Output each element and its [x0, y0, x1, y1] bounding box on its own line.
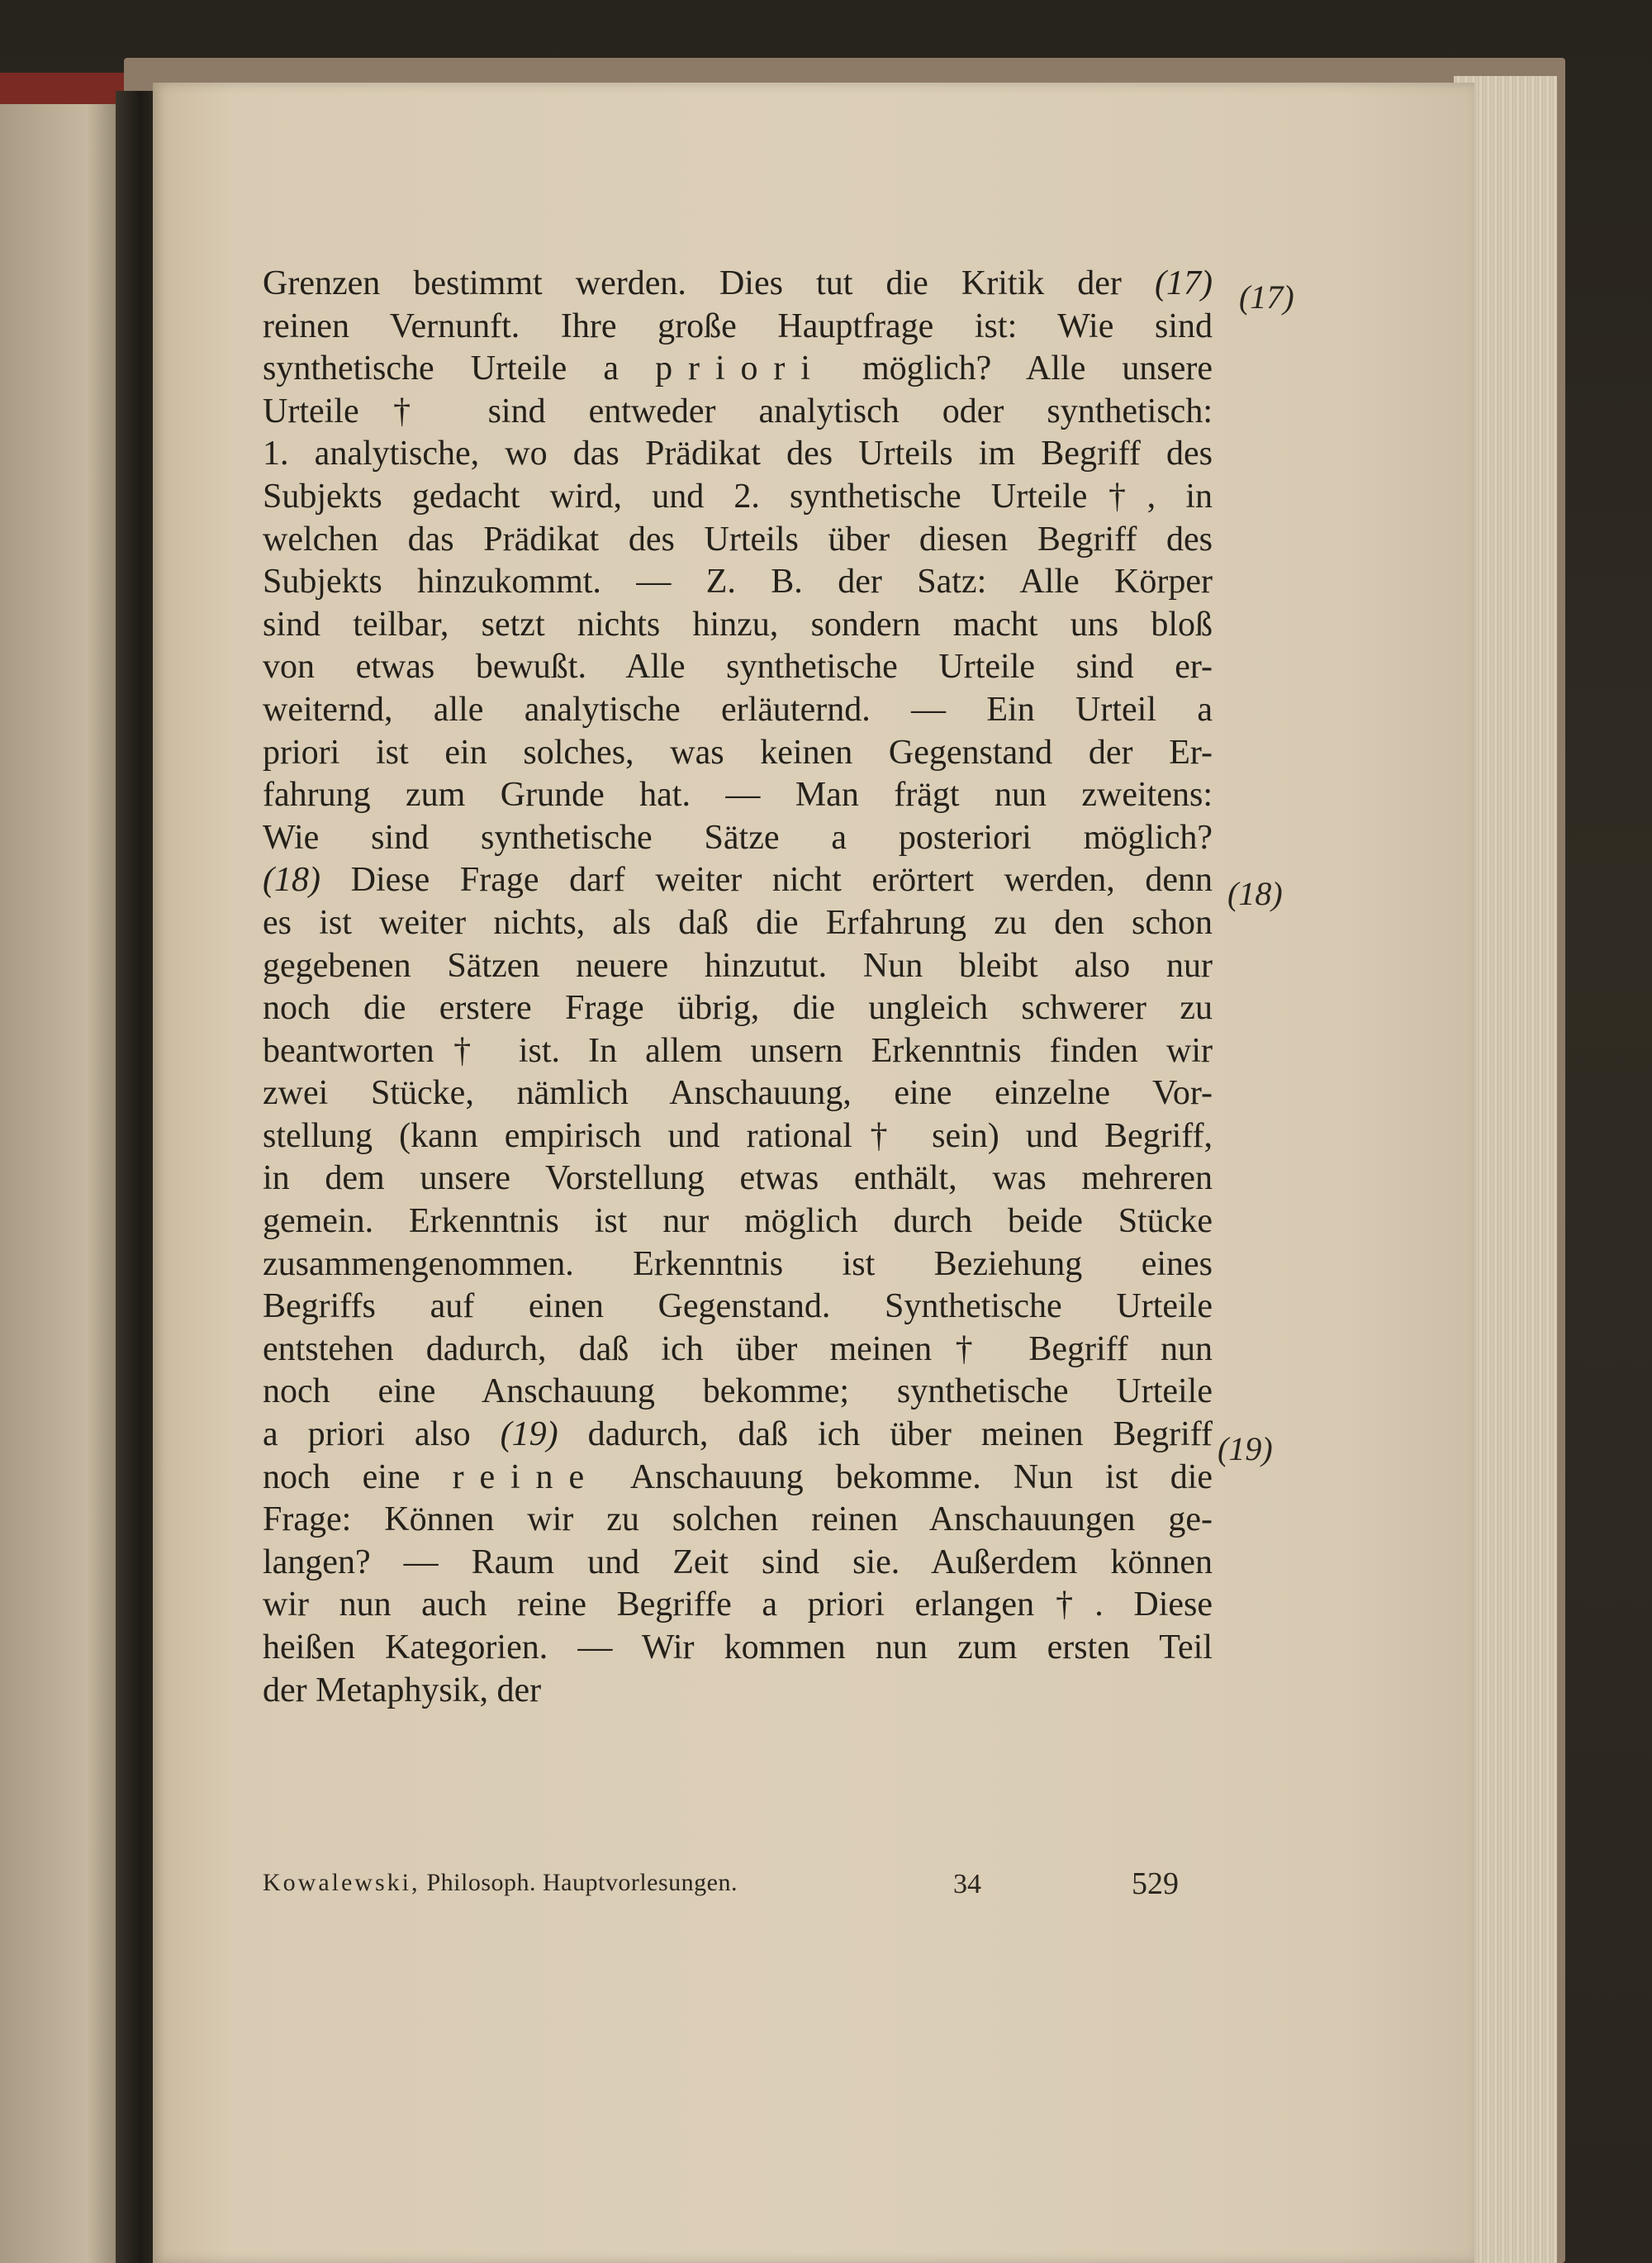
text-line: zwei Stücke, nämlich Anschauung, eine einzelne Vor- — [263, 1074, 1213, 1113]
page-number: 529 — [1132, 1866, 1179, 1901]
text-line: wir nun auch reine Begriffe a priori erlangen†. Diese — [263, 1586, 1213, 1624]
footer-source-line — [263, 1869, 738, 1897]
text-line: sind teilbar, setzt nichts hinzu, sondern macht uns bloß — [263, 605, 1213, 644]
emphasized-word: reine — [452, 1457, 601, 1496]
text-line: (18) Diese Frage darf weiter nicht erörtert werden, denn — [263, 861, 1213, 900]
text-line: von etwas bewußt. Alle synthetische Urteile sind er- — [263, 648, 1213, 687]
signature-mark: 34 — [953, 1869, 981, 1899]
text-line: reinen Vernunft. Ihre große Hauptfrage ist: Wie sind — [263, 307, 1213, 345]
text-line: beantworten† ist. In allem unsern Erkenntnis finden wir — [263, 1031, 1213, 1070]
text-line: welchen das Prädikat des Urteils über diesen Begriff des — [263, 520, 1213, 559]
text-line: langen? — Raum und Zeit sind sie. Außerdem können — [263, 1543, 1213, 1581]
text-line: Grenzen bestimmt werden. Dies tut die Kritik der (17) — [263, 264, 1213, 302]
facing-page — [0, 91, 124, 2263]
text-line: Wie sind synthetische Sätze a posteriori möglich? — [263, 818, 1213, 857]
emphasized-word: priori — [655, 349, 826, 388]
text-line: noch eine reine Anschauung bekomme. Nun ist die — [263, 1457, 1213, 1496]
inline-marker: (17) — [1155, 264, 1213, 302]
text-line: weiternd, alle analytische erläuternd. — Ein Urteil a — [263, 690, 1213, 729]
text-line: heißen Kategorien. — Wir kommen nun zum ersten Teil — [263, 1628, 1213, 1666]
text-line: stellung (kann empirisch und rational† sein) und Begriff, — [263, 1116, 1213, 1155]
text-line: gemein. Erkenntnis ist nur möglich durch beide Stücke — [263, 1202, 1213, 1241]
inline-marker: (19) — [500, 1415, 558, 1454]
text-line: Begriffs auf einen Gegenstand. Synthetische Urteile — [263, 1287, 1213, 1326]
text-line: noch die erstere Frage übrig, die ungleich schwerer zu — [263, 989, 1213, 1028]
text-line: gegebenen Sätzen neuere hinzutut. Nun bleibt also nur — [263, 946, 1213, 985]
text-line: noch eine Anschauung bekomme; synthetische Urteile — [263, 1372, 1213, 1411]
text-line: Subjekts hinzukommt. — Z. B. der Satz: Alle Körper — [263, 563, 1213, 601]
text-line: Frage: Können wir zu solchen reinen Anschauungen ge- — [263, 1500, 1213, 1539]
text-line: synthetische Urteile a priori möglich? Alle unsere — [263, 349, 1213, 388]
margin-note-18: (18) — [1227, 875, 1283, 912]
inline-marker: (18) — [263, 861, 320, 900]
text-line: 1. analytische, wo das Prädikat des Urteils im Begriff des — [263, 435, 1213, 473]
text-line: zusammengenommen. Erkenntnis ist Beziehung eines — [263, 1244, 1213, 1283]
text-line: a priori also (19) dadurch, daß ich über meinen Begriff — [263, 1415, 1213, 1454]
text-line: der Metaphysik, der — [263, 1671, 542, 1709]
text-line: es ist weiter nichts, als daß die Erfahrung zu den schon — [263, 903, 1213, 942]
text-line: Subjekts gedacht wird, und 2. synthetische Urteile†, in — [263, 477, 1213, 516]
text-line: entstehen dadurch, daß ich über meinen† Begriff nun — [263, 1329, 1213, 1368]
margin-note-17: (17) — [1239, 278, 1294, 316]
margin-note-19: (19) — [1218, 1430, 1273, 1467]
gutter-shadow — [116, 91, 157, 2263]
footer-author: Kowalewski, — [263, 1869, 420, 1896]
text-line: fahrung zum Grunde hat. — Man frägt nun zweitens: — [263, 776, 1213, 815]
text-line: Urteile† sind entweder analytisch oder synthetisch: — [263, 392, 1213, 430]
footer-source: Philosoph. Hauptvorlesungen. — [426, 1869, 738, 1896]
text-line: priori ist ein solches, was keinen Gegenstand der Er- — [263, 733, 1213, 772]
text-line: in dem unsere Vorstellung etwas enthält, was mehreren — [263, 1159, 1213, 1198]
body-text — [263, 263, 1213, 1712]
